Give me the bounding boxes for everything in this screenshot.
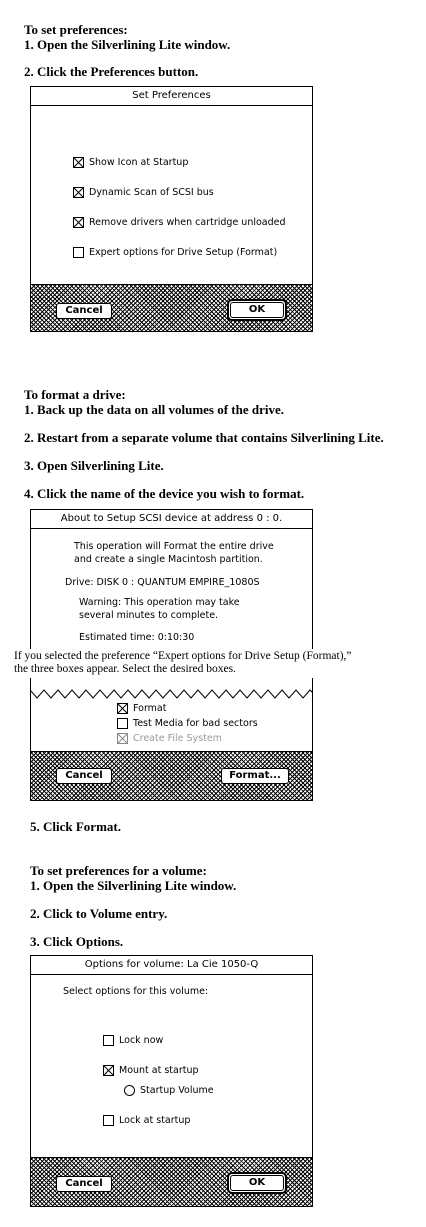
note-line-2: the three boxes appear. Select the desired boxes. (14, 663, 236, 675)
checkbox-icon[interactable] (117, 703, 128, 714)
option-test-media[interactable]: Test Media for bad sectors (117, 718, 258, 729)
option-create-file-system[interactable]: Create File System (117, 733, 222, 744)
step-click-preferences: 2. Click the Preferences button. (24, 64, 199, 79)
drive-info: Drive: DISK 0 : QUANTUM EMPIRE_1080S (65, 577, 260, 588)
option-startup-volume[interactable]: Startup Volume (124, 1085, 214, 1096)
option-format[interactable]: Format (117, 703, 166, 714)
dialog-message-1: This operation will Format the entire drive (74, 541, 274, 552)
set-preferences-heading: To set preferences: (24, 22, 128, 37)
checkbox-icon[interactable] (73, 157, 84, 168)
ok-button[interactable]: OK (227, 1172, 287, 1194)
step-open-window: 1. Open the Silverlining Lite window. (24, 37, 231, 52)
option-expert-options[interactable]: Expert options for Drive Setup (Format) (73, 247, 277, 258)
warning-line-2: several minutes to complete. (79, 610, 219, 621)
cancel-button[interactable]: Cancel (56, 303, 112, 319)
checkbox-icon[interactable] (73, 247, 84, 258)
expert-options-note (14, 649, 426, 678)
dialog-button-bar (31, 751, 312, 800)
option-dynamic-scan[interactable]: Dynamic Scan of SCSI bus (73, 187, 214, 198)
set-preferences-dialog (30, 86, 313, 332)
ok-button[interactable]: OK (227, 299, 287, 321)
dialog-title: Options for volume: La Cie 1050-Q (31, 956, 312, 975)
option-lock-now[interactable]: Lock now (103, 1035, 163, 1046)
dialog-title: Set Preferences (31, 87, 312, 106)
checkbox-icon[interactable] (103, 1035, 114, 1046)
step-click-format: 5. Click Format. (30, 819, 121, 834)
estimated-time: Estimated time: 0:10:30 (79, 632, 195, 643)
checkbox-icon[interactable] (117, 733, 128, 744)
format-button[interactable]: Format... (221, 768, 289, 784)
radio-icon[interactable] (124, 1085, 135, 1096)
step-backup: 1. Back up the data on all volumes of the drive. (24, 402, 285, 417)
note-line-1: If you selected the preference “Expert options for Drive Setup (Format),” (14, 650, 352, 662)
option-remove-drivers[interactable]: Remove drivers when cartridge unloaded (73, 217, 286, 228)
step-open-window-2: 1. Open the Silverlining Lite window. (30, 878, 237, 893)
step-click-device: 4. Click the name of the device you wish to format. (24, 486, 305, 501)
step-restart: 2. Restart from a separate volume that contains Silverlining Lite. (24, 430, 384, 445)
checkbox-icon[interactable] (103, 1065, 114, 1076)
step-click-options: 3. Click Options. (30, 934, 124, 949)
step-click-volume: 2. Click to Volume entry. (30, 906, 168, 921)
dialog-prompt: Select options for this volume: (63, 986, 209, 997)
volume-options-dialog (30, 955, 313, 1207)
checkbox-icon[interactable] (117, 718, 128, 729)
dialog-title: About to Setup SCSI device at address 0 : 0. (31, 510, 312, 529)
cancel-button[interactable]: Cancel (56, 768, 112, 784)
torn-edge (30, 688, 313, 702)
option-show-icon[interactable]: Show Icon at Startup (73, 157, 188, 168)
dialog-button-bar (31, 284, 312, 331)
dialog-message-2: and create a single Macintosh partition. (74, 554, 263, 565)
step-open-app: 3. Open Silverlining Lite. (24, 458, 164, 473)
volume-preferences-heading: To set preferences for a volume: (30, 863, 207, 878)
checkbox-icon[interactable] (73, 187, 84, 198)
checkbox-icon[interactable] (73, 217, 84, 228)
option-lock-at-startup[interactable]: Lock at startup (103, 1115, 190, 1126)
warning-line-1: Warning: This operation may take (79, 597, 240, 608)
checkbox-icon[interactable] (103, 1115, 114, 1126)
cancel-button[interactable]: Cancel (56, 1176, 112, 1192)
option-mount-at-startup[interactable]: Mount at startup (103, 1065, 199, 1076)
dialog-button-bar (31, 1157, 312, 1206)
format-drive-heading: To format a drive: (24, 387, 126, 402)
